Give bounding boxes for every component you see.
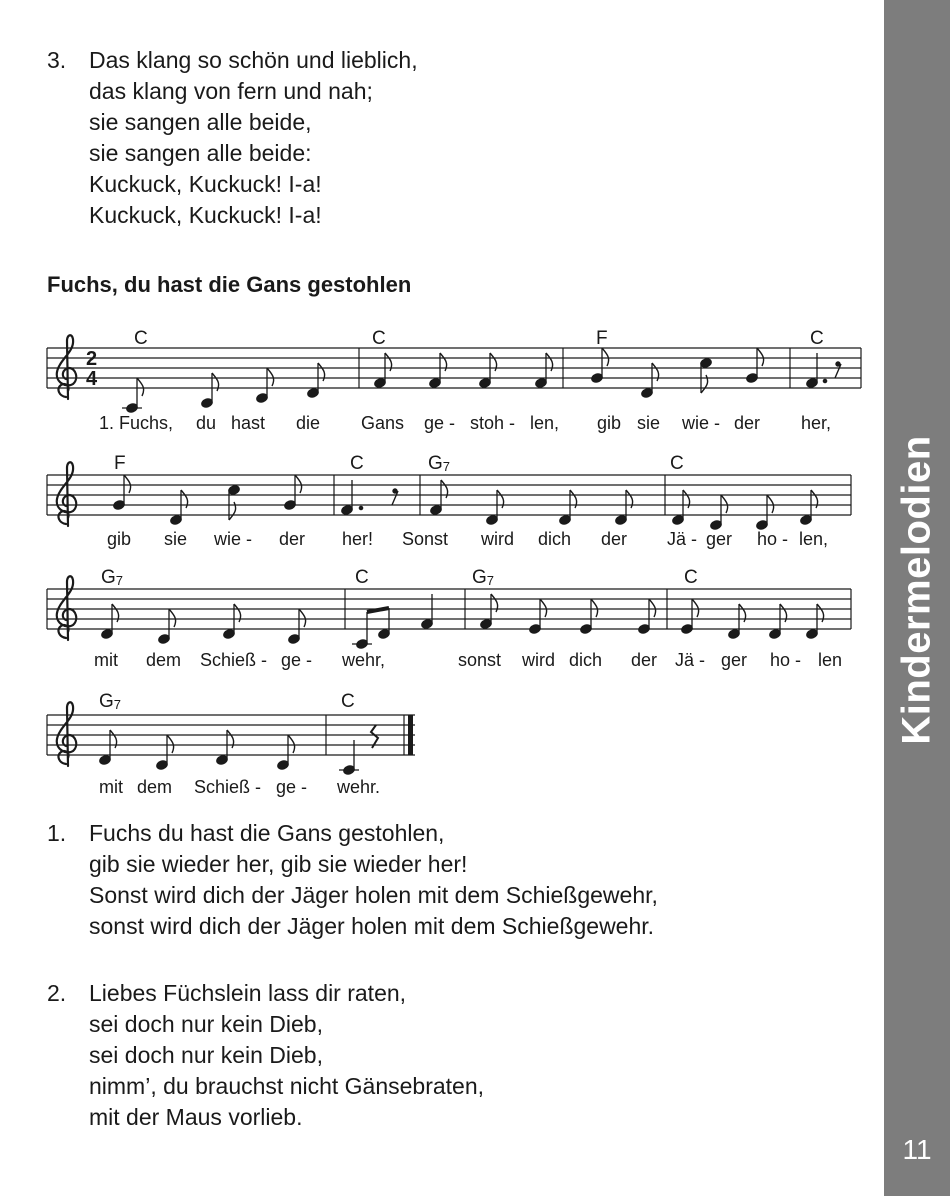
lyric-syllable: len, [799, 529, 829, 549]
staff-system-1 [47, 328, 861, 433]
lyric-syllable: ger [706, 529, 733, 549]
lyric-syllable: dich [569, 650, 603, 670]
lyric-syllable: gib [597, 413, 622, 433]
lyric-syllable: ge - [424, 413, 456, 433]
lyric-syllable: Sonst [402, 529, 449, 549]
lyric-syllable: Schieß - [194, 777, 262, 797]
song-title: Fuchs, du hast die Gans gestohlen [47, 272, 412, 297]
lyric-syllable: ge - [281, 650, 313, 670]
lyric-syllable: mit [99, 777, 123, 797]
lyric-syllable: her, [801, 413, 832, 433]
treble-clef-icon [57, 335, 76, 399]
lyric-syllable: sie [637, 413, 661, 433]
chord-symbol: C [684, 567, 698, 588]
verse-number: 1. [47, 820, 67, 846]
verse-line: nimm’, du brauchst nicht Gänsebraten, [89, 1073, 485, 1099]
time-signature-bottom: 4 [86, 368, 98, 390]
chord-symbol: G7 [428, 453, 451, 474]
lyric-syllable: Schieß - [200, 650, 268, 670]
chord-symbol: C [341, 691, 355, 712]
verse-line: mit der Maus vorlieb. [89, 1104, 303, 1130]
time-signature-top: 2 [86, 348, 98, 370]
chord-symbol: C [134, 328, 148, 349]
chord-symbol: C [350, 453, 364, 474]
lyric-syllable: wird [522, 650, 556, 670]
verse-line: Sonst wird dich der Jäger holen mit dem Schießgewehr, [89, 882, 658, 908]
lyric-syllable: 1. Fuchs, [99, 413, 174, 433]
verse-line: sie sangen alle beide, [89, 109, 312, 135]
treble-clef-icon [57, 702, 76, 766]
verse-line: sei doch nur kein Dieb, [89, 1011, 323, 1037]
verse-line: Das klang so schön und lieblich, [89, 47, 418, 73]
lyric-syllable: ger [721, 650, 748, 670]
chord-symbol: F [596, 328, 608, 349]
verse-line: Fuchs du hast die Gans gestohlen, [89, 820, 445, 846]
chord-symbol: G7 [99, 691, 122, 712]
staff-system-2 [47, 453, 851, 549]
final-barline [408, 715, 413, 755]
lyric-syllable: ge - [276, 777, 308, 797]
lyric-syllable: wie - [682, 413, 721, 433]
verse-line: gib sie wieder her, gib sie wieder her! [89, 851, 468, 877]
verse-line: sie sangen alle beide: [89, 140, 312, 166]
lyric-syllable: dem [146, 650, 182, 670]
verse-line: Kuckuck, Kuckuck! I-a! [89, 171, 322, 197]
lyric-syllable: dich [538, 529, 572, 549]
lyric-syllable: wird [481, 529, 515, 549]
lyric-syllable: die [296, 413, 321, 433]
lyric-syllable: Jä - [667, 529, 698, 549]
lyric-syllable: ho - [770, 650, 802, 670]
verse-line: Liebes Füchslein lass dir raten, [89, 980, 407, 1006]
treble-clef-icon [57, 576, 76, 640]
lyric-syllable: ho - [757, 529, 789, 549]
lyric-syllable: der [631, 650, 658, 670]
lyric-syllable: Jä - [675, 650, 706, 670]
dot [359, 506, 363, 510]
lyric-syllable: sonst [458, 650, 502, 670]
lyric-syllable: mit [94, 650, 118, 670]
chord-symbol: G7 [472, 567, 495, 588]
lyric-syllable: sie [164, 529, 188, 549]
lyric-syllable: stoh - [470, 413, 516, 433]
chord-symbol: C [810, 328, 824, 349]
lyric-syllable: du [196, 413, 217, 433]
lyric-syllable: wehr. [337, 777, 381, 797]
staff-system-4 [47, 691, 415, 797]
lyric-syllable: wie - [214, 529, 253, 549]
lyric-syllable: len [818, 650, 843, 670]
dot [823, 379, 827, 383]
chord-symbol: G7 [101, 567, 124, 588]
section-label: Kindermelodien [894, 435, 939, 745]
lyric-syllable: wehr, [342, 650, 386, 670]
staff-system-3 [47, 567, 851, 670]
lyric-syllable: len, [530, 413, 560, 433]
lyric-syllable: hast [231, 413, 266, 433]
verse-line: sei doch nur kein Dieb, [89, 1042, 323, 1068]
verse-line: sonst wird dich der Jäger holen mit dem Schießgewehr. [89, 913, 655, 939]
chord-symbol: C [372, 328, 386, 349]
lyric-syllable: der [279, 529, 306, 549]
lyric-syllable: der [601, 529, 628, 549]
eighth-rest-icon [392, 489, 398, 505]
page-number: 11 [902, 1134, 932, 1165]
verse-number: 3. [47, 47, 67, 73]
lyric-syllable: her! [342, 529, 374, 549]
eighth-rest-icon [835, 362, 841, 378]
chord-symbol: C [670, 453, 684, 474]
chord-symbol: F [114, 453, 126, 474]
lyric-syllable: dem [137, 777, 173, 797]
lyric-syllable: der [734, 413, 761, 433]
treble-clef-icon [57, 462, 76, 526]
lyric-syllable: Gans [361, 413, 405, 433]
lyric-syllable: gib [107, 529, 132, 549]
chord-symbol: C [355, 567, 369, 588]
verse-line: das klang von fern und nah; [89, 78, 373, 104]
verse-number: 2. [47, 980, 67, 1006]
verse-line: Kuckuck, Kuckuck! I-a! [89, 202, 322, 228]
